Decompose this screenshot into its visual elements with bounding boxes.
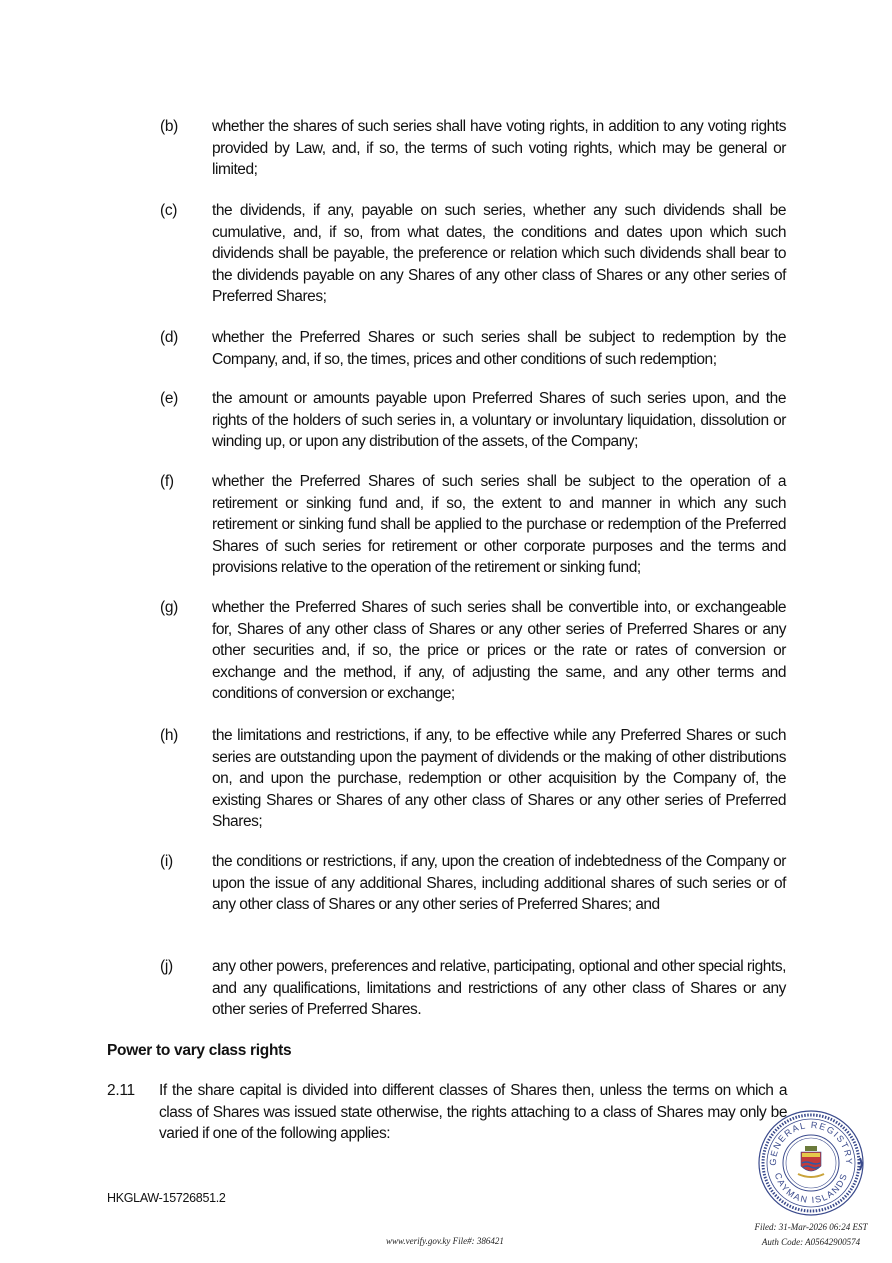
verify-link[interactable]: www.verify.gov.ky File#: 386421 — [386, 1236, 504, 1246]
item-label: (c) — [160, 202, 178, 219]
item-label: (j) — [160, 958, 173, 975]
section-heading: Power to vary class rights — [107, 1042, 292, 1059]
clause-number: 2.11 — [107, 1082, 135, 1099]
document-reference: HKGLAW-15726851.2 — [107, 1191, 226, 1205]
general-registry-seal-icon — [756, 1108, 866, 1218]
item-label: (g) — [160, 599, 179, 616]
filed-date: Filed: 31-Mar-2026 06:24 EST — [754, 1222, 868, 1232]
item-text: the dividends, if any, payable on such series, whether any such dividends shall be cumulative, and, if so, from what dates, the conditions and dates upon which such dividends shall be payable, the preference or relation which such dividends shall bear to the dividends payable on any Shares of any other class of Shares or any other series of Preferred Shares; — [212, 202, 786, 306]
item-text: the limitations and restrictions, if any, to be effective while any Preferred Shares or such series are outstanding upon the payment of dividends or the making of other distributions on, and upon the purchase, redemption or other acquisition by the Company of, the existing Shares or Shares of any other class of Shares or any other series of Preferred Shares; — [212, 727, 786, 831]
item-label: (d) — [160, 329, 179, 346]
item-text: any other powers, preferences and relative, participating, optional and other special rights, and any qualifications, limitations and restrictions of any other class of Shares or any other series of Preferred Shares. — [212, 958, 786, 1019]
item-text: whether the Preferred Shares of such series shall be subject to the operation of a retirement or sinking fund and, if so, the extent to and manner in which any such retirement or sinking fund shall be applied to the purchase or redemption of the Preferred Shares of such series for retirement or other corporate purposes and the terms and provisions relative to the operation of the retirement or sinking fund; — [212, 473, 786, 577]
item-text: whether the Preferred Shares of such series shall be convertible into, or exchangeable for, Shares of any other class of Shares or any other series of Preferred Shares or any other securities and, if so, the price or prices or the rate or rates of conversion or exchange and the method, if any, of adjusting the same, and any other terms and conditions of conversion or exchange; — [212, 599, 786, 703]
item-label: (i) — [160, 853, 173, 870]
item-text: the conditions or restrictions, if any, upon the creation of indebtedness of the Company or upon the issue of any additional Shares, including additional shares of such series or of any other class of Shares or any other series of Preferred Shares; and — [212, 853, 786, 914]
item-text: the amount or amounts payable upon Preferred Shares of such series upon, and the rights of the holders of such series in, a voluntary or involuntary liquidation, dissolution or winding up, or upon any distribution of the assets, of the Company; — [212, 390, 786, 451]
item-label: (e) — [160, 390, 179, 407]
auth-code: Auth Code: A05642900574 — [761, 1237, 861, 1247]
svg-text:GENERAL REGISTRY: GENERAL REGISTRY — [767, 1119, 855, 1166]
svg-text:CAYMAN ISLANDS: CAYMAN ISLANDS — [772, 1171, 850, 1206]
item-label: (f) — [160, 473, 174, 490]
item-label: (h) — [160, 727, 179, 744]
item-label: (b) — [160, 118, 179, 135]
item-text: whether the Preferred Shares or such series shall be subject to redemption by the Company, and, if so, the times, prices and other conditions of such redemption; — [212, 329, 786, 368]
clause-text: If the share capital is divided into different classes of Shares then, unless the terms on which a class of Shares was issued state otherwise, the rights attaching to a class of Shares may only be varied if one of the following applies: — [159, 1082, 787, 1143]
item-text: whether the shares of such series shall have voting rights, in addition to any voting rights provided by Law, and, if so, the terms of such voting rights, which may be general or limited; — [212, 118, 786, 179]
filing-stamp — [746, 1220, 876, 1250]
